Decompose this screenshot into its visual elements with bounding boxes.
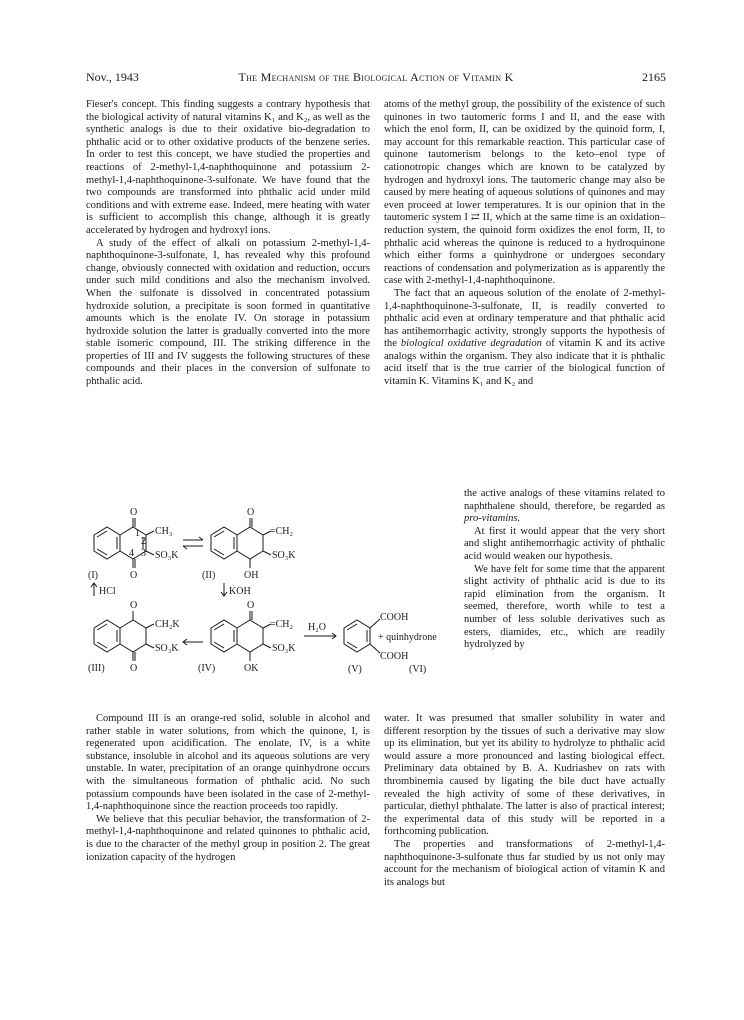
arrow-IV-to-III: [183, 639, 203, 645]
struct-IV-oxygen-top: O: [247, 600, 255, 611]
label-II: (II): [202, 570, 216, 581]
equilibrium-arrows: [183, 537, 203, 549]
ring-position-1: 1: [135, 528, 140, 539]
reagent-hcl: HCl: [99, 586, 116, 597]
structure-V: [344, 619, 380, 653]
struct-I-sulfonate: SO₃K: [155, 550, 179, 561]
ring-position-2: 2: [141, 536, 146, 547]
reaction-scheme: [86, 506, 466, 706]
paragraph: A study of the effect of alkali on potassium 2-methyl-1,4-naphthoquinone-3-sulfonate, I, has revealed why this profound change, obviously connected with oxidation and reduction, occurs under such mild conditions and also the mechanism involved. When the sulfonate is dissolved in concentrated potassium hydroxide solution, a precipitate is soon formed in quantitative amounts which is the enolate IV. On storage in potassium hydroxide solution the latter is gradually converted into the more stable isomeric compound, III. The striking difference in the properties of III and IV suggests the following structures of these compounds and their places in the conversion of sulfonate to phthalic acid.: [86, 237, 370, 388]
page-number: 2165: [642, 70, 666, 84]
struct-III-ch2k: CH₂K: [155, 619, 180, 630]
struct-IV-enolate: OK: [244, 663, 259, 674]
struct-III-sulfonate: SO₃K: [155, 643, 179, 654]
ring-position-4: 4: [129, 548, 134, 559]
reaction-scheme-drawing: [86, 506, 466, 706]
paragraph: Fieser's concept. This finding suggests a contrary hypothesis that the biological activity of natural vitamins K₁ and K₂, as well as the synthetic analogs is due to their oxidative bio-degradation to phthalic acid or to other oxidative products of the benzene series. In order to test this concept, we have studied the properties and reactions of 2-methyl-1,4-naphthoquinone and potassium 2-methyl-1,4-naphthoquinone-3-sulfonate. We have found that the two compounds are transformed into phthalic acid under mild conditions and with extreme ease. Indeed, mere heating with water is sufficient to accomplish this change, although it is greatly accelerated by hydrogen and hydroxyl ions.: [86, 99, 370, 236]
reagent-koh: KOH: [229, 586, 251, 597]
paragraph: [464, 488, 665, 526]
struct-IV-methylene: =CH₂: [270, 619, 294, 630]
paragraph: The properties and transformations of 2-methyl-1,4-naphthoquinone-3-sulfonate thus far studied by us not only may account for the mechanism of biological action of vitamin K and its analogs but: [384, 838, 665, 888]
struct-I-oxygen-bottom: O: [130, 570, 138, 581]
right-column-top: [384, 99, 665, 389]
right-column-narrow: [464, 488, 665, 652]
struct-V-carboxyl-bottom: COOH: [380, 651, 409, 662]
text-run: The fact that an aqueous solution of the enolate of 2-methyl-1,4-naphthoquinone-3-sulfonate, II, is readily converted to phthalic acid even at ordinary temperature and that phthalic acid has antihemorrhagic activity, strongly supports the hypothesis of the: [384, 287, 665, 350]
text-run: the active analogs of these vitamins related to naphthalene should, therefore, be regarded as: [464, 488, 665, 512]
struct-II-hydroxyl: OH: [244, 570, 259, 581]
issue-date: Nov., 1943: [86, 70, 139, 84]
structure-II: [211, 518, 271, 568]
left-column-bottom: [86, 713, 370, 864]
italic-phrase: biological oxidative degradation: [400, 338, 542, 350]
struct-III-oxygen-bottom: O: [130, 663, 138, 674]
struct-I-oxygen-top: O: [130, 507, 138, 518]
running-header: [86, 70, 666, 86]
label-III: (III): [88, 663, 105, 674]
paragraph: We believe that this peculiar behavior, the transformation of 2-methyl-1,4-naphthoquinone and related quinones to phthalic acid, is due to the character of the methyl group in position 2. The great ionization capacity of the hydrogen: [86, 813, 370, 863]
struct-III-oxygen-top: O: [130, 600, 138, 611]
struct-IV-sulfonate: SO₃K: [272, 643, 296, 654]
paragraph: We have felt for some time that the apparent slight activity of phthalic acid is due to its rapid elimination from the organism. It seemed, therefore, worth while to test a number of less soluble derivatives such as esters, diamides, etc., which are readily hydrolyzed by: [464, 563, 665, 651]
paragraph: At first it would appear that the very short and slight antihemorrhagic activity of phthalic acid would weaken our hypothesis.: [464, 525, 665, 562]
left-column-top: [86, 99, 370, 389]
label-VI: (VI): [409, 664, 427, 675]
italic-phrase: pro-vitamins.: [464, 513, 521, 525]
paragraph: [384, 288, 665, 389]
right-column-bottom: [384, 713, 665, 889]
structure-III: [94, 611, 154, 661]
label-IV: (IV): [198, 663, 216, 674]
struct-II-methylene: =CH₂: [270, 526, 294, 537]
ring-position-3: 3: [141, 548, 146, 559]
text-run: of vitamin K and its active analogs within the organism. They also indicate that it is phthalic acid itself that is the true carrier of the biological function of vitamin K. Vitamins K₁ and K₂ and: [384, 338, 665, 388]
struct-II-oxygen-top: O: [247, 507, 255, 518]
struct-V-carboxyl-top: COOH: [380, 612, 409, 623]
struct-I-methyl: CH₃: [155, 526, 173, 537]
paragraph: Compound III is an orange-red solid, soluble in alcohol and rather stable in water solutions, from which the quinone, I, is regenerated upon acidification. The enolate, IV, is a white substance, insoluble in alcohol and its aqueous solutions are very unstable. In water, precipitation of an orange quinhydrone occurs with the simultaneous formation of phthalic acid. No such potassium compounds have been isolated in the case of 2-methyl-1,4-naphthoquinone since the reaction proceeds too rapidly.: [86, 713, 370, 813]
reagent-water: H₂O: [308, 622, 326, 633]
article-title: The Mechanism of the Biological Action of Vitamin K: [238, 70, 514, 84]
structure-IV: [211, 611, 271, 661]
label-V: (V): [348, 664, 362, 675]
label-I: (I): [88, 570, 98, 581]
struct-II-sulfonate: SO₃K: [272, 550, 296, 561]
arrow-IV-to-V: [304, 633, 336, 639]
paragraph: atoms of the methyl group, the possibility of the existence of such quinones in two tautomeric forms I and II, and the ease with which the enol form, II, can be oxidized by the quinoid form, I, may account for this remarkable reaction. This particular case of quinone tautomerism belongs to the keto–enol type of cationotropic changes which are known to be catalyzed by hydrogen and hydroxyl ions. The tautomeric change may also be caused by mere heating of aqueous solutions of quinones and may even proceed at lower temperatures. It is our opinion that in the tautomeric system I ⇄ II, which at the same time is an oxidation–reduction system, the quinoid form oxidizes the enol form, II, to phthalic acid whereas the quinone is reduced to a hydroquinone which either forms a quinhydrone or undergoes secondary reactions of condensation and polymerization as is apparently the case with 2-methyl-1,4-naphthoquinone.: [384, 99, 665, 287]
plus-quinhydrone: + quinhydrone: [378, 632, 437, 643]
paragraph: water. It was presumed that smaller solubility in water and different resorption by the tissues of such a derivative may slow up its elimination, but yet its ability to hydrolyze to phthalic acid would assure a more pronounced and lasting biological effect. Preliminary data obtained by B. A. Kudriashev on rats with thrombinemia caused by ligating the bile duct have actually revealed the high activity of some of these derivatives, in particular, diethyl phthalate. The latter is also of practical interest; the experimental data of this study will be reported in a forthcoming publication.: [384, 713, 665, 838]
